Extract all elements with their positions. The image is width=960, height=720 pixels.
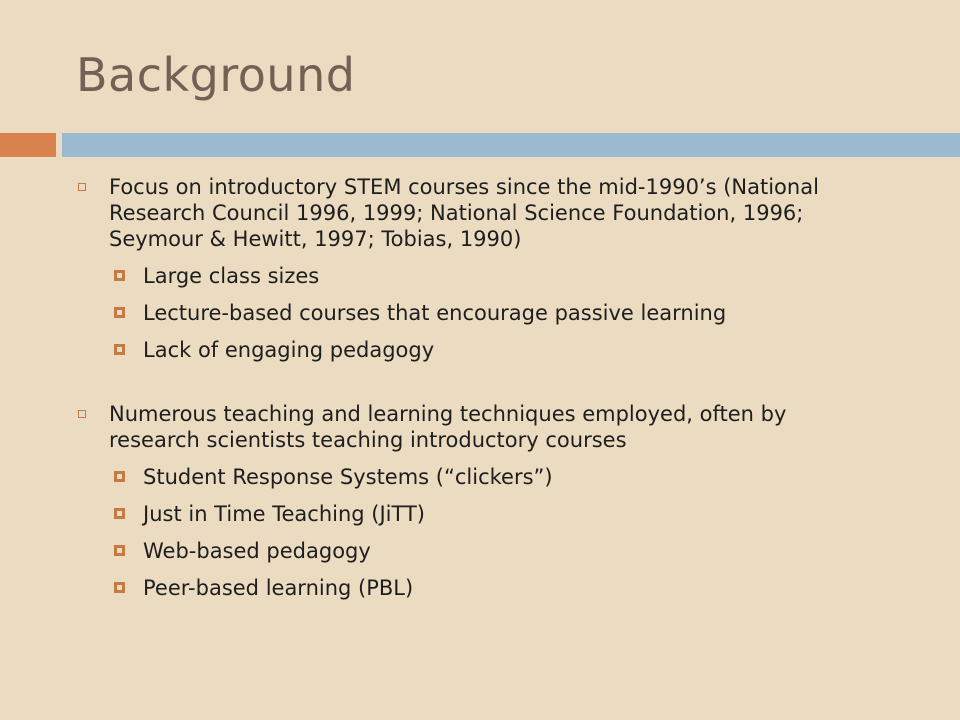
bullet-group	[76, 174, 876, 363]
sub-bullet-item	[76, 337, 876, 363]
bullet-text: Focus on introductory STEM courses since the mid-1990’s (National Research Council 1996, 1999; National Science Foundation, 1996; Seymour & Hewitt, 1997; Tobias, 1990)	[109, 175, 819, 251]
accent-bar-blue	[62, 133, 960, 157]
sub-bullet-text: Student Response Systems (“clickers”)	[143, 465, 553, 489]
accent-bar-orange	[0, 133, 56, 157]
sub-bullet-item	[76, 263, 876, 289]
sub-bullet-text: Lecture-based courses that encourage passive learning	[143, 301, 727, 325]
bullet-item	[76, 174, 876, 252]
bullet-group	[76, 401, 876, 601]
sub-bullet-text: Large class sizes	[143, 264, 320, 288]
bullet-text: Numerous teaching and learning techniques employed, often by research scientists teaching introductory courses	[109, 402, 787, 452]
filled-square-bullet-icon	[114, 508, 125, 519]
slide-title: Background	[76, 48, 356, 102]
filled-square-bullet-icon	[114, 545, 125, 556]
filled-square-bullet-icon	[114, 471, 125, 482]
sub-bullet-text: Just in Time Teaching (JiTT)	[143, 502, 425, 526]
slide-content	[76, 174, 876, 612]
sub-bullet-item	[76, 464, 876, 490]
sub-bullet-item	[76, 538, 876, 564]
sub-bullet-text: Lack of engaging pedagogy	[143, 338, 435, 362]
filled-square-bullet-icon	[114, 582, 125, 593]
sub-bullet-item	[76, 300, 876, 326]
sub-bullet-list	[76, 263, 876, 363]
sub-bullet-text: Peer-based learning (PBL)	[143, 576, 414, 600]
filled-square-bullet-icon	[114, 270, 125, 281]
sub-bullet-text: Web-based pedagogy	[143, 539, 371, 563]
bullet-item	[76, 401, 876, 453]
square-bullet-icon	[78, 410, 86, 418]
filled-square-bullet-icon	[114, 307, 125, 318]
sub-bullet-item	[76, 575, 876, 601]
sub-bullet-list	[76, 464, 876, 601]
sub-bullet-item	[76, 501, 876, 527]
filled-square-bullet-icon	[114, 344, 125, 355]
square-bullet-icon	[78, 183, 86, 191]
